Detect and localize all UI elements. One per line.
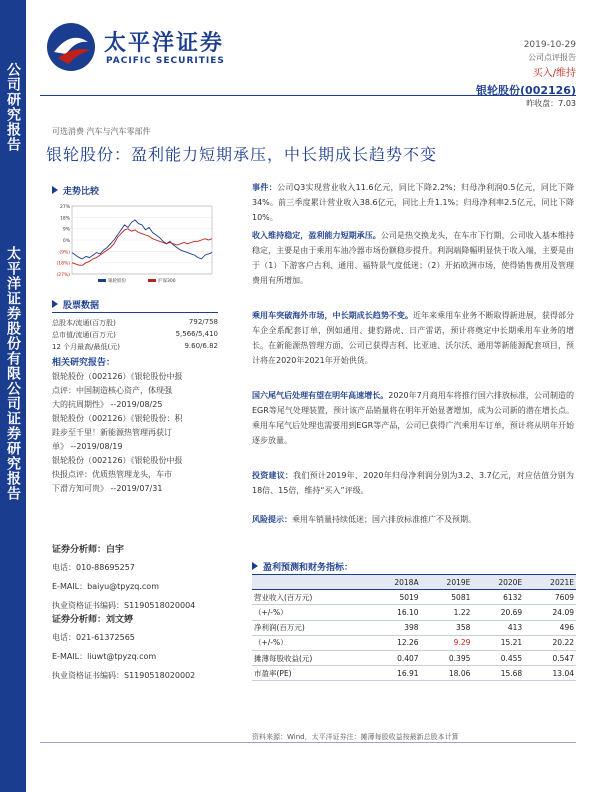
related-heading: 相关研究报告： bbox=[52, 358, 116, 368]
paragraph-investment: 投资建议：我们预计2019年、2020年归母净利润分别为3.2、3.7亿元，对应估值分别为18倍、15倍，维持“买入”评级。 bbox=[252, 471, 574, 495]
table-header-row: 2018A 2019E 2020E 2021E bbox=[252, 575, 576, 590]
y-tick-label: 9% bbox=[62, 227, 70, 233]
stock-data-row: 总股本/流通(百万股) 792/758 bbox=[52, 318, 218, 327]
legend-swatch bbox=[98, 279, 106, 282]
table-row: （+/-%） 12.26 9.29 15.21 20.22 bbox=[252, 635, 576, 650]
y-tick-label: 0% bbox=[62, 239, 70, 244]
trend-chart bbox=[52, 202, 218, 286]
close-price: 昨收盘：7.03 bbox=[526, 99, 576, 108]
related-line: 跬步至千里！新能源热管理再获订 bbox=[52, 428, 172, 437]
related-line: 快报点评：优质热管理龙头，车市 bbox=[52, 470, 172, 479]
table-row: 净利润(百万元) 398 358 413 496 bbox=[252, 620, 576, 635]
paragraph-event: 事件：公司Q3实现营业收入11.6亿元，同比下降2.2%；归母净利润0.5亿元，同比下降34%。前三季度累计营业收入38.6亿元，同比上升1.1%；归母净利率2.5亿元，同比下降10%。 bbox=[252, 183, 575, 222]
related-line: 单》 --2019/08/19 bbox=[52, 442, 123, 451]
report-title: 银轮股份：盈利能力短期承压，中长期成长趋势不变 bbox=[46, 145, 438, 164]
industry-category: 可选消费 汽车与汽车零部件 bbox=[52, 127, 151, 136]
related-reports bbox=[52, 356, 220, 496]
report-type: 公司点评报告 bbox=[528, 53, 576, 62]
table-row: （+/-%） 16.10 1.22 20.69 24.09 bbox=[252, 605, 576, 620]
related-line: 银轮股份（002126）《银轮股份中报 bbox=[52, 456, 183, 465]
company-logo bbox=[44, 20, 254, 80]
logo-en: PACIFIC SECURITIES bbox=[106, 56, 225, 66]
legend-label: 银轮股份 bbox=[108, 279, 126, 284]
paragraph-risk: 风险提示：乘用车销量持续低迷；国六排放标准推广不及预期。 bbox=[252, 515, 476, 524]
analyst-cert: 执业资格证书编码：S1190518020002 bbox=[52, 671, 196, 680]
analyst-1 bbox=[52, 542, 222, 611]
legend-label: 沪深300 bbox=[158, 279, 176, 284]
sidebar-company-label: 太平洋证券股份有限公司证券研究报告 bbox=[5, 246, 21, 501]
logo-cn: 太平洋证券 bbox=[104, 31, 225, 56]
table-source: 资料来源：Wind，太平洋证券注：摊薄每股收益按最新总股本计算 bbox=[252, 733, 459, 741]
paragraph-emission: 国六尾气后处理有望在明年高速增长。2020年7月商用车将推行国六排放标准，公司制造的EGR等尾气处理装置，预计该产品销量将在明年开始显著增加，成为公司新的潜在增长点。乘用车尾气后处理也需要用到EGR等产品，公司已获得广汽乘用车订单，预计将从明年开始逐步放量。 bbox=[252, 391, 574, 445]
analyst-cert: 执业资格证书编码：S1190518020004 bbox=[52, 601, 196, 610]
table-row: 市盈率(PE) 16.91 18.06 15.68 13.04 bbox=[252, 666, 576, 681]
analyst-title: 证券分析师：白宇 bbox=[52, 545, 125, 555]
series-line bbox=[72, 220, 212, 259]
related-line: 下滑方知可贵》 --2019/07/31 bbox=[52, 484, 163, 493]
y-tick-label: (9%) bbox=[59, 250, 70, 256]
y-tick-label: 18% bbox=[59, 216, 70, 222]
bottom-divider bbox=[40, 742, 576, 743]
forecast-table bbox=[252, 574, 576, 681]
series-line bbox=[72, 229, 212, 266]
analyst-email: E-MAIL：baiyu@tpyzq.com bbox=[52, 582, 159, 591]
y-tick-label: 27% bbox=[59, 205, 70, 210]
table-row: 营业收入(百万元) 5019 5081 6132 7609 bbox=[252, 590, 576, 605]
related-line: 点评：中国制造核心资产，体现强 bbox=[52, 386, 172, 395]
rating: 买入/维持 bbox=[532, 68, 576, 79]
y-tick-label: (18%) bbox=[56, 261, 70, 267]
triangle-icon bbox=[252, 562, 258, 570]
logo-icon bbox=[44, 20, 98, 74]
forecast-heading: 盈利预测和财务指标： bbox=[252, 560, 353, 573]
stock-data-row: 12 个月最高/最低(元) 9.60/6.82 bbox=[52, 342, 218, 351]
report-date: 2019-10-29 bbox=[523, 40, 576, 50]
left-sidebar bbox=[0, 0, 26, 792]
analyst-2 bbox=[52, 612, 222, 681]
stock-name: 银轮股份(002126) bbox=[476, 84, 576, 97]
stock-data-divider bbox=[52, 312, 218, 313]
stock-data-heading: 股票数据 bbox=[52, 298, 99, 311]
trend-heading: 走势比较 bbox=[52, 184, 99, 197]
stock-data-row: 总市值/流通(百万元) 5,566/5,410 bbox=[52, 330, 218, 339]
paragraph-overseas: 乘用车突破海外市场，中长期成长趋势不变。近年来乘用车业务不断取得新进展，获得部分车企全系配套订单，例如通用、捷豹路虎、日产雷诺，预计将奠定中长期乘用车业务的增长。在新能源热管理方面，公司已获得吉利、比亚迪、沃尔沃、通用等新能源配套项目，预计将在2020年2021年开始供货。 bbox=[252, 311, 575, 365]
analyst-phone: 电话：021-61372565 bbox=[52, 633, 135, 642]
triangle-icon bbox=[52, 300, 58, 308]
paragraph-revenue: 收入维持稳定，盈利能力短期承压。公司是热交换龙头，在车市下行期，公司收入基本维持稳定，主要是由于乘用车油冷器市场份额稳步提升。利润端降幅明显快于收入端，主要是由于（1）下游客户古利、通用、福特景气度低迷；（2）开拓欧洲市场，使得销售费用及管理费用有所增加。 bbox=[252, 231, 575, 285]
related-line: 银轮股份（002126）《银轮股份中报 bbox=[52, 372, 183, 381]
legend-swatch bbox=[148, 279, 156, 282]
y-tick-label: (27%) bbox=[56, 273, 70, 278]
table-row: 摊薄每股收益(元) 0.407 0.395 0.455 0.547 bbox=[252, 650, 576, 665]
analyst-title: 证券分析师：刘文婷 bbox=[52, 615, 134, 625]
analyst-email: E-MAIL：liuwt@tpyzq.com bbox=[52, 652, 157, 661]
analyst-phone: 电话：010-88695257 bbox=[52, 563, 135, 572]
related-line: 银轮股份（002126）《银轮股份：积 bbox=[52, 414, 183, 423]
related-line: 大的抗周期性》 --2019/08/25 bbox=[52, 400, 163, 409]
sidebar-report-label: 公司研究报告 bbox=[5, 62, 21, 152]
triangle-icon bbox=[52, 186, 58, 194]
